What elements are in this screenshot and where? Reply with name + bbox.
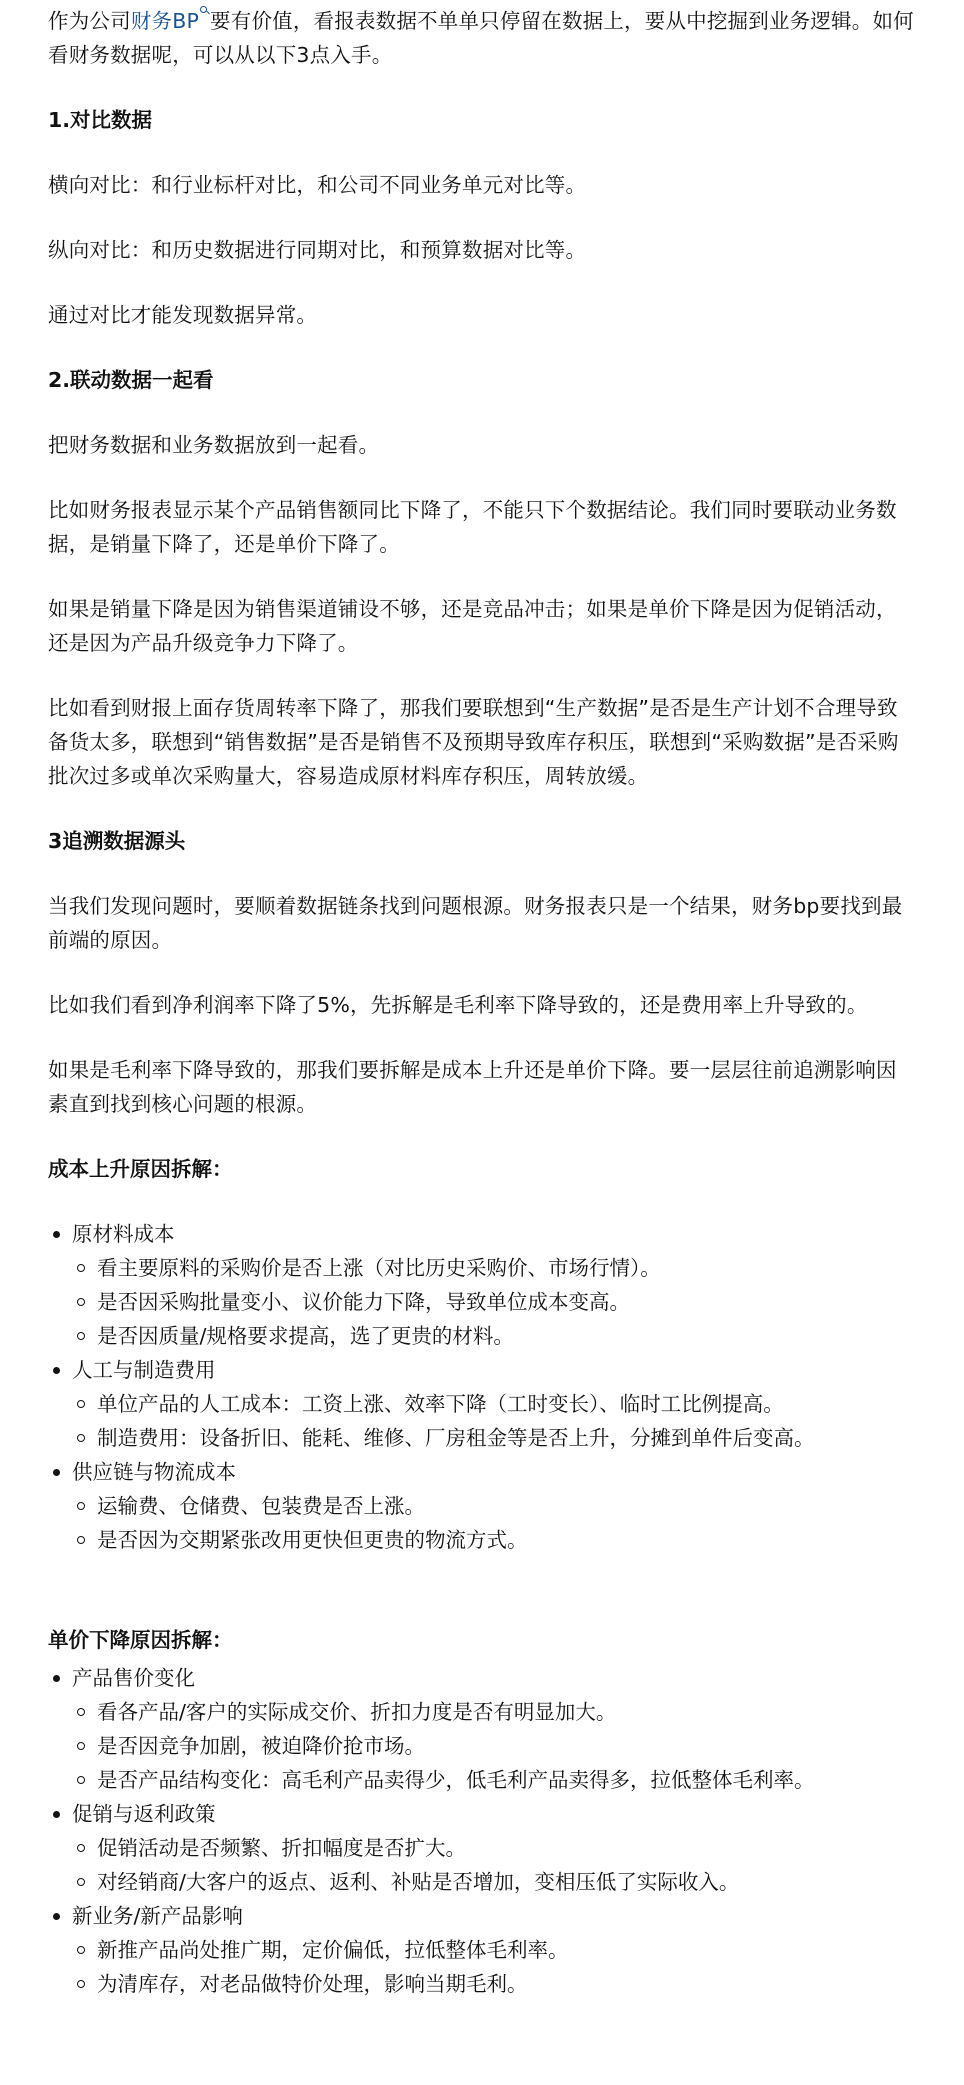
sub-list-item: 对经销商/大客户的返点、返利、补贴是否增加，变相压低了实际收入。 bbox=[97, 1865, 916, 1899]
list-item bbox=[72, 1217, 916, 1353]
sub-list bbox=[72, 1831, 916, 1899]
search-icon[interactable] bbox=[200, 4, 209, 16]
sub-list bbox=[72, 1489, 916, 1557]
sub-list-item: 单位产品的人工成本：工资上涨、效率下降（工时变长）、临时工比例提高。 bbox=[97, 1387, 916, 1421]
sub-list-item: 是否因竞争加剧，被迫降价抢市场。 bbox=[97, 1729, 916, 1763]
paragraph: 当我们发现问题时，要顺着数据链条找到问题根源。财务报表只是一个结果，财务bp要找到最前端的原因。 bbox=[48, 894, 903, 952]
intro-text-after: 要有价值，看报表数据不单单只停留在数据上，要从中挖掘到业务逻辑。如何看财务数据呢，可以从以下3点入手。 bbox=[48, 9, 914, 67]
sub-list bbox=[72, 1933, 916, 2001]
article bbox=[0, 4, 964, 2001]
paragraph: 比如我们看到净利润率下降了5%，先拆解是毛利率下降导致的，还是费用率上升导致的。 bbox=[48, 993, 868, 1017]
section-heading-linked-data: 2.联动数据一起看 bbox=[48, 368, 214, 392]
list-item-label: 新业务/新产品影响 bbox=[72, 1904, 243, 1928]
price-drop-heading: 单价下降原因拆解： bbox=[48, 1628, 233, 1652]
list-item-label: 供应链与物流成本 bbox=[72, 1460, 236, 1484]
list-item bbox=[72, 1797, 916, 1899]
sub-list-item: 是否因采购批量变小、议价能力下降，导致单位成本变高。 bbox=[97, 1285, 916, 1319]
spacer bbox=[48, 1557, 916, 1623]
sub-list-item: 促销活动是否频繁、折扣幅度是否扩大。 bbox=[97, 1831, 916, 1865]
sub-list bbox=[72, 1695, 916, 1797]
cost-rise-list bbox=[48, 1217, 916, 1557]
sub-list bbox=[72, 1251, 916, 1353]
paragraph: 通过对比才能发现数据异常。 bbox=[48, 303, 318, 327]
paragraph: 比如看到财报上面存货周转率下降了，那我们要联想到“生产数据”是否是生产计划不合理导致备货太多，联想到“销售数据”是否是销售不及预期导致库存积压，联想到“采购数据”是否采购批次过多或单次采购量大，容易造成原材料库存积压，周转放缓。 bbox=[48, 696, 899, 788]
list-item bbox=[72, 1353, 916, 1455]
sub-list-item: 为清库存，对老品做特价处理，影响当期毛利。 bbox=[97, 1967, 916, 2001]
sub-list-item: 看主要原料的采购价是否上涨（对比历史采购价、市场行情）。 bbox=[97, 1251, 916, 1285]
price-drop-list bbox=[48, 1661, 916, 2001]
list-item-label: 原材料成本 bbox=[72, 1222, 175, 1246]
sub-list-item: 运输费、仓储费、包装费是否上涨。 bbox=[97, 1489, 916, 1523]
paragraph: 横向对比：和行业标杆对比，和公司不同业务单元对比等。 bbox=[48, 173, 587, 197]
list-item bbox=[72, 1899, 916, 2001]
list-item bbox=[72, 1455, 916, 1557]
section-heading-trace-source: 3追溯数据源头 bbox=[48, 829, 186, 853]
sub-list bbox=[72, 1387, 916, 1455]
intro-paragraph bbox=[48, 4, 916, 72]
list-item-label: 产品售价变化 bbox=[72, 1666, 195, 1690]
list-item-label: 人工与制造费用 bbox=[72, 1358, 216, 1382]
section-heading-compare: 1.对比数据 bbox=[48, 108, 153, 132]
sub-list-item: 是否因为交期紧张改用更快但更贵的物流方式。 bbox=[97, 1523, 916, 1557]
list-item-label: 促销与返利政策 bbox=[72, 1802, 216, 1826]
sub-list-item: 是否因质量/规格要求提高，选了更贵的材料。 bbox=[97, 1319, 916, 1353]
sub-list-item: 是否产品结构变化：高毛利产品卖得少，低毛利产品卖得多，拉低整体毛利率。 bbox=[97, 1763, 916, 1797]
cost-rise-heading: 成本上升原因拆解： bbox=[48, 1157, 233, 1181]
finance-bp-link[interactable]: 财务BP bbox=[130, 9, 200, 33]
sub-list-item: 看各产品/客户的实际成交价、折扣力度是否有明显加大。 bbox=[97, 1695, 916, 1729]
sub-list-item: 制造费用：设备折旧、能耗、维修、厂房租金等是否上升，分摊到单件后变高。 bbox=[97, 1421, 916, 1455]
list-item bbox=[72, 1661, 916, 1797]
paragraph: 如果是销量下降是因为销售渠道铺设不够，还是竞品冲击；如果是单价下降是因为促销活动，还是因为产品升级竞争力下降了。 bbox=[48, 597, 897, 655]
intro-text-before: 作为公司 bbox=[48, 9, 131, 33]
paragraph: 纵向对比：和历史数据进行同期对比，和预算数据对比等。 bbox=[48, 238, 587, 262]
paragraph: 比如财务报表显示某个产品销售额同比下降了，不能只下个数据结论。我们同时要联动业务数据，是销量下降了，还是单价下降了。 bbox=[48, 498, 897, 556]
paragraph: 如果是毛利率下降导致的，那我们要拆解是成本上升还是单价下降。要一层层往前追溯影响因素直到找到核心问题的根源。 bbox=[48, 1058, 897, 1116]
sub-list-item: 新推产品尚处推广期，定价偏低，拉低整体毛利率。 bbox=[97, 1933, 916, 1967]
paragraph: 把财务数据和业务数据放到一起看。 bbox=[48, 433, 380, 457]
